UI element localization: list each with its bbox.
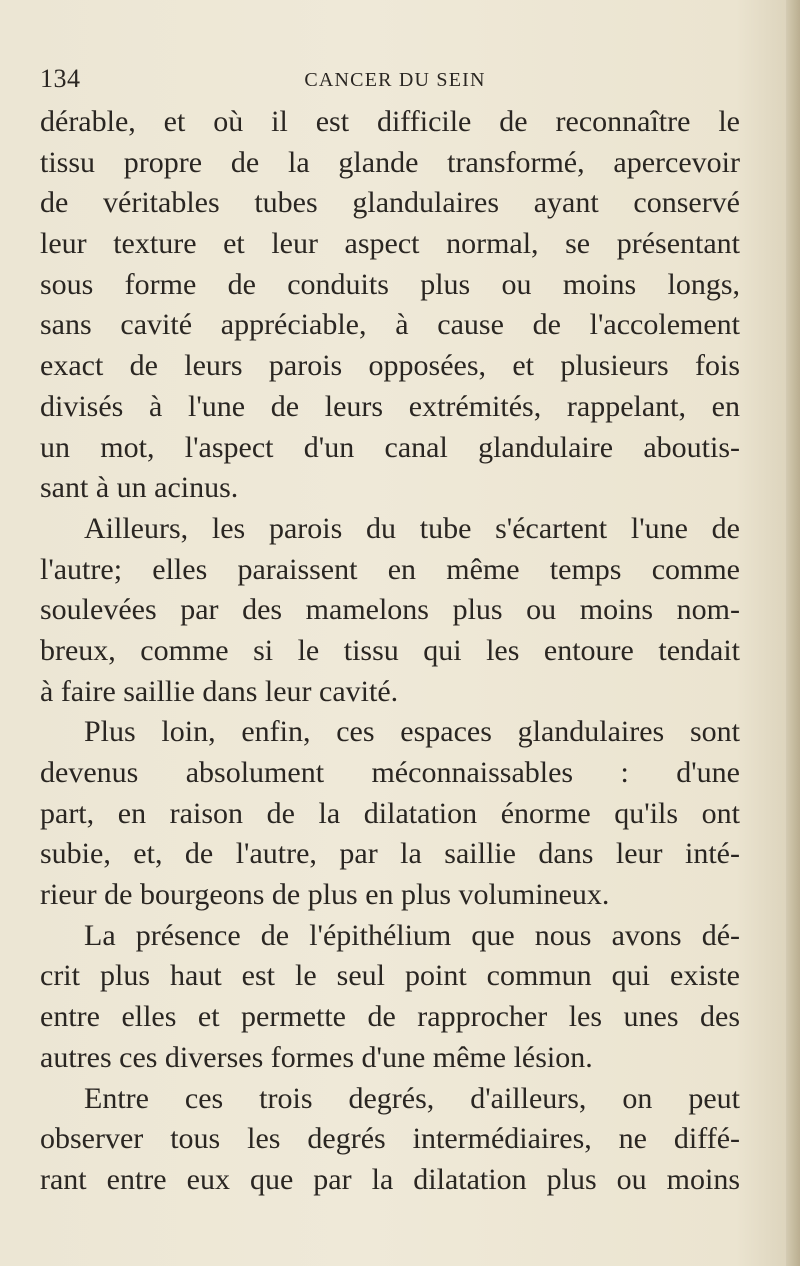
text-line: entre elles et permette de rapprocher les unes des (40, 1000, 740, 1034)
text-line: La présence de l'épithélium que nous avons dé- (84, 918, 740, 952)
text-line: crit plus haut est le seul point commun qui existe (40, 959, 740, 993)
text-line: breux, comme si le tissu qui les entoure tendait (40, 633, 740, 667)
text-line: Plus loin, enfin, ces espaces glandulaires sont (84, 715, 740, 749)
page-number: 134 (40, 64, 81, 93)
text-line: sous forme de conduits plus ou moins longs, (40, 267, 740, 301)
text-line: sant à un acinus. (40, 471, 239, 505)
text-line: rieur de bourgeons de plus en plus volumineux. (40, 878, 610, 912)
text-line: divisés à l'une de leurs extrémités, rappelant, en (40, 389, 740, 423)
text-line: de véritables tubes glandulaires ayant conservé (40, 186, 740, 220)
text-line: exact de leurs parois opposées, et plusieurs fois (40, 349, 740, 383)
text-line: soulevées par des mamelons plus ou moins nom- (40, 593, 740, 627)
body-text (40, 102, 740, 1201)
text-line: part, en raison de la dilatation énorme qu'ils ont (40, 796, 740, 830)
text-line: dérable, et où il est difficile de reconnaître le (40, 105, 740, 138)
text-line: devenus absolument méconnaissables : d'une (40, 756, 740, 789)
text-line: à faire saillie dans leur cavité. (40, 674, 399, 708)
page-edge-shadow (786, 0, 800, 1266)
page-header (40, 64, 750, 94)
text-line: subie, et, de l'autre, par la saillie dans leur inté- (40, 837, 740, 871)
text-line: Entre ces trois degrés, d'ailleurs, on peut (84, 1081, 740, 1115)
text-line: autres ces diverses formes d'une même lésion. (40, 1040, 593, 1074)
text-line: Ailleurs, les parois du tube s'écartent l'une de (84, 511, 740, 545)
text-line: leur texture et leur aspect normal, se présentant (40, 227, 740, 261)
text-line: un mot, l'aspect d'un canal glandulaire aboutis- (40, 430, 740, 464)
running-title: CANCER DU SEIN (304, 69, 486, 91)
text-line: tissu propre de la glande transformé, apercevoir (40, 145, 740, 179)
text-line: l'autre; elles paraissent en même temps comme (40, 552, 740, 586)
text-line: observer tous les degrés intermédiaires, ne diffé- (40, 1122, 740, 1156)
text-line: sans cavité appréciable, à cause de l'accolement (40, 308, 740, 342)
text-line: rant entre eux que par la dilatation plus ou moins (40, 1162, 740, 1196)
